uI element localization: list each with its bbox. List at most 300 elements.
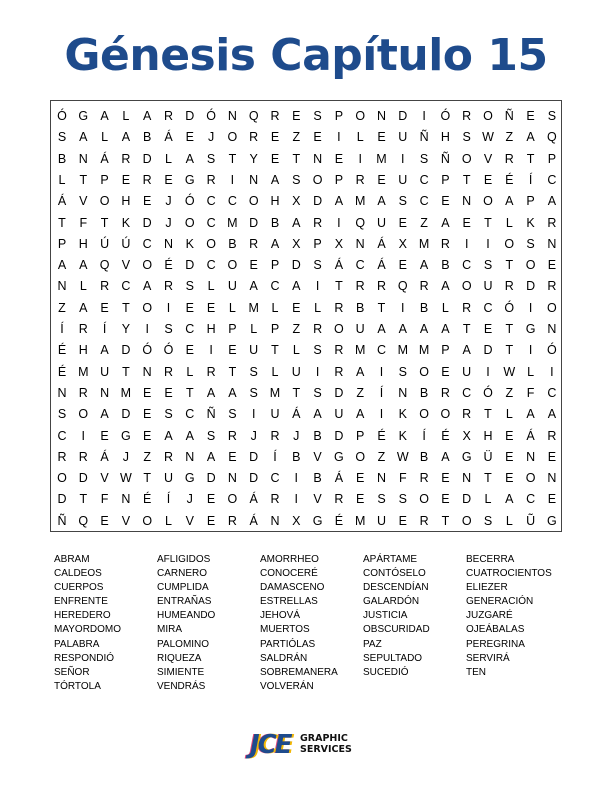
word-item: CONTÓSELO	[363, 568, 426, 580]
word-item: SERVIRÁ	[466, 652, 510, 664]
grid-cell: C	[206, 215, 216, 230]
grid-cell: E	[100, 300, 109, 315]
grid-cell: E	[526, 109, 535, 123]
grid-cell: E	[228, 449, 237, 464]
grid-cell: O	[461, 279, 472, 294]
grid-cell: Á	[377, 236, 386, 251]
grid-cell: L	[271, 364, 279, 379]
word-item: PAZ	[363, 638, 382, 650]
grid-row	[51, 254, 563, 276]
grid-cell: A	[441, 279, 450, 294]
grid-cell: E	[292, 109, 301, 123]
grid-cell: U	[249, 343, 259, 358]
grid-cell: S	[483, 258, 493, 273]
grid-cell: M	[376, 151, 387, 166]
grid-cell: S	[462, 130, 471, 145]
grid-cell: X	[462, 428, 471, 443]
grid-cell: É	[57, 343, 67, 358]
grid-cell: E	[100, 428, 109, 443]
grid-cell: V	[79, 194, 88, 209]
grid-cell: I	[81, 428, 86, 443]
grid-cell: E	[206, 492, 216, 507]
grid-cell: Á	[526, 428, 535, 443]
grid-cell: D	[526, 279, 536, 294]
grid-cell: E	[356, 471, 365, 486]
grid-cell: E	[334, 151, 344, 166]
grid-cell: Í	[528, 172, 533, 187]
grid-cell: N	[100, 385, 110, 400]
grid-cell: T	[484, 407, 492, 422]
grid-cell: O	[419, 364, 429, 379]
grid-cell: B	[419, 300, 429, 315]
grid-cell: Á	[100, 151, 109, 166]
grid-cell: R	[206, 172, 216, 187]
grid-cell: E	[143, 385, 152, 400]
grid-cell: M	[269, 385, 281, 400]
grid-cell: Z	[505, 385, 514, 400]
grid-cell: T	[505, 258, 514, 273]
grid-cell: G	[121, 428, 131, 443]
grid-cell: A	[441, 215, 450, 230]
grid-cell: W	[482, 130, 494, 145]
grid-cell: O	[57, 471, 67, 486]
word-item: HEREDERO	[54, 610, 111, 622]
grid-cell: C	[547, 172, 557, 187]
grid-cell: Z	[356, 385, 364, 400]
grid-cell: V	[483, 151, 493, 166]
word-item: CONOCERÉ	[260, 568, 318, 580]
word-item: JUSTICIA	[363, 610, 408, 622]
grid-cell: D	[334, 385, 344, 400]
grid-cell: F	[398, 471, 407, 486]
grid-cell: S	[164, 322, 173, 336]
word-item: SIMIENTE	[157, 666, 205, 678]
grid-cell: A	[228, 385, 237, 400]
grid-cell: Ó	[57, 109, 67, 123]
grid-cell: B	[228, 236, 237, 251]
grid-cell: B	[441, 258, 450, 273]
grid-cell: N	[142, 364, 152, 379]
grid-cell: A	[377, 322, 386, 336]
grid-cell: O	[419, 407, 429, 422]
grid-cell: E	[462, 215, 471, 230]
grid-cell: R	[313, 215, 323, 230]
grid-cell: E	[483, 172, 493, 187]
grid-cell: R	[419, 279, 429, 294]
grid-cell: D	[57, 492, 67, 507]
grid-cell: I	[422, 109, 426, 123]
grid-cell: E	[292, 300, 301, 315]
grid-cell: Ó	[142, 343, 153, 358]
grid-cell: R	[376, 279, 387, 294]
grid-cell: D	[206, 471, 216, 486]
grid-cell: A	[100, 343, 109, 358]
grid-cell: I	[464, 236, 469, 251]
grid-cell: A	[121, 130, 131, 145]
word-item: JEHOVÁ	[260, 610, 301, 622]
grid-cell: C	[462, 385, 472, 400]
grid-cell: É	[143, 492, 152, 507]
word-item: DAMASCENO	[260, 582, 325, 594]
grid-cell: Ñ	[419, 130, 429, 145]
grid-cell: S	[398, 194, 407, 209]
grid-cell: O	[78, 407, 89, 422]
grid-cell: F	[100, 492, 109, 507]
grid-row	[51, 403, 563, 425]
grid-cell: A	[100, 407, 109, 422]
word-item: DESCENDÍAN	[363, 582, 429, 594]
company-logo	[250, 730, 362, 760]
grid-cell: E	[143, 194, 152, 209]
grid-cell: M	[354, 194, 366, 209]
grid-cell: N	[376, 109, 387, 123]
grid-cell: Á	[249, 513, 258, 528]
grid-cell: A	[206, 449, 216, 464]
grid-cell: H	[483, 428, 493, 443]
grid-cell: I	[294, 492, 299, 507]
grid-cell: R	[78, 449, 88, 464]
grid-cell: H	[440, 130, 450, 145]
grid-cell: Ó	[483, 385, 493, 400]
grid-cell: G	[547, 513, 557, 528]
word-item: SEÑOR	[54, 666, 90, 678]
grid-cell: S	[313, 343, 322, 358]
grid-cell: É	[441, 428, 450, 443]
grid-cell: L	[441, 300, 449, 315]
grid-cell: G	[312, 513, 323, 528]
word-item: VOLVERÁN	[260, 680, 314, 692]
grid-cell: Í	[60, 322, 64, 336]
grid-cell: R	[163, 449, 174, 464]
grid-cell: T	[143, 471, 151, 486]
grid-cell: R	[440, 236, 450, 251]
grid-cell: T	[122, 300, 130, 315]
grid-cell: C	[121, 279, 131, 294]
grid-cell: E	[206, 300, 216, 315]
grid-cell: O	[504, 236, 515, 251]
grid-cell: A	[249, 279, 258, 294]
grid-cell: I	[315, 279, 320, 294]
grid-cell: N	[526, 449, 536, 464]
grid-cell: A	[526, 130, 535, 145]
grid-cell: O	[547, 300, 557, 315]
grid-cell: A	[505, 492, 514, 507]
grid-cell: Í	[102, 322, 107, 336]
grid-row	[51, 297, 563, 319]
grid-cell: P	[313, 236, 322, 251]
grid-cell: R	[355, 172, 365, 187]
grid-cell: P	[228, 322, 237, 336]
grid-cell: E	[441, 471, 450, 486]
word-item: TEN	[466, 666, 486, 678]
word-item: JUZGARÉ	[466, 610, 513, 622]
grid-cell: N	[462, 471, 472, 486]
grid-cell: U	[291, 364, 301, 379]
grid-cell: I	[379, 364, 384, 379]
grid-cell: Y	[249, 151, 258, 166]
grid-cell: R	[227, 428, 237, 443]
grid-cell: E	[398, 215, 407, 230]
grid-cell: N	[355, 236, 365, 251]
grid-cell: R	[57, 449, 67, 464]
grid-cell: I	[358, 151, 362, 166]
grid-cell: A	[79, 130, 88, 145]
grid-cell: R	[504, 279, 514, 294]
grid-cell: A	[57, 258, 67, 273]
grid-cell: B	[313, 428, 322, 443]
grid-cell: U	[398, 130, 408, 145]
grid-cell: T	[228, 364, 237, 379]
grid-cell: Z	[292, 322, 301, 336]
grid-cell: E	[505, 449, 514, 464]
grid-cell: T	[271, 343, 279, 358]
grid-cell: V	[100, 471, 109, 486]
grid-cell: R	[270, 109, 280, 123]
grid-cell: A	[143, 279, 152, 294]
grid-cell: Ñ	[440, 151, 450, 166]
grid-cell: T	[335, 279, 343, 294]
grid-cell: S	[57, 407, 67, 422]
grid-cell: F	[526, 385, 535, 400]
grid-cell: N	[376, 471, 387, 486]
grid-cell: A	[526, 407, 535, 422]
grid-cell: R	[334, 492, 344, 507]
grid-cell: R	[334, 343, 344, 358]
word-item: CARNERO	[157, 568, 208, 580]
grid-cell: A	[547, 194, 557, 209]
grid-cell: R	[142, 172, 152, 187]
grid-cell: Ñ	[504, 109, 514, 123]
grid-cell: S	[228, 407, 237, 422]
grid-cell: S	[377, 492, 386, 507]
grid-cell: G	[184, 471, 195, 486]
grid-row	[51, 212, 563, 234]
grid-cell: J	[165, 194, 172, 209]
word-item: CALDEOS	[54, 568, 102, 580]
grid-cell: T	[377, 300, 386, 315]
grid-cell: U	[100, 364, 110, 379]
grid-cell: E	[377, 130, 386, 145]
grid-cell: A	[377, 194, 386, 209]
grid-cell: C	[355, 258, 365, 273]
grid-cell: T	[292, 151, 301, 166]
grid-row	[51, 510, 563, 532]
word-item: BECERRA	[466, 554, 515, 565]
grid-cell: S	[206, 151, 216, 166]
grid-cell: V	[121, 258, 131, 273]
grid-cell: L	[505, 215, 513, 230]
grid-cell: N	[163, 236, 174, 251]
grid-cell: T	[100, 215, 109, 230]
grid-cell: P	[441, 343, 450, 358]
grid-cell: Ó	[184, 194, 195, 209]
grid-cell: L	[79, 279, 87, 294]
grid-cell: S	[313, 109, 322, 123]
grid-cell: S	[292, 172, 301, 187]
grid-cell: Í	[379, 385, 384, 400]
grid-cell: V	[313, 449, 322, 464]
word-column	[363, 553, 467, 680]
grid-cell: E	[483, 322, 493, 336]
grid-cell: Z	[292, 130, 301, 145]
grid-cell: L	[505, 407, 513, 422]
grid-cell: C	[526, 492, 536, 507]
grid-cell: P	[57, 236, 67, 251]
grid-cell: R	[462, 300, 472, 315]
grid-cell: I	[379, 407, 384, 422]
grid-cell: P	[334, 109, 344, 123]
grid-cell: C	[419, 194, 429, 209]
grid-cell: C	[462, 258, 472, 273]
grid-cell: L	[58, 172, 66, 187]
grid-cell: L	[101, 130, 109, 145]
grid-cell: R	[334, 364, 344, 379]
word-column	[466, 553, 570, 680]
grid-cell: Ó	[163, 343, 174, 358]
grid-cell: O	[142, 513, 153, 528]
grid-cell: U	[376, 513, 387, 528]
grid-cell: J	[186, 492, 193, 507]
grid-cell: T	[292, 385, 301, 400]
grid-cell: R	[547, 428, 557, 443]
grid-row	[51, 382, 563, 404]
grid-cell: I	[337, 130, 341, 145]
grid-cell: M	[397, 343, 408, 358]
grid-cell: K	[121, 215, 131, 230]
grid-cell: R	[440, 385, 450, 400]
grid-cell: T	[58, 215, 66, 230]
grid-cell: R	[163, 364, 174, 379]
grid-cell: I	[166, 300, 171, 315]
grid-row	[51, 446, 563, 468]
grid-cell: E	[270, 130, 280, 145]
grid-cell: A	[441, 449, 450, 464]
grid-cell: A	[462, 343, 471, 358]
grid-cell: O	[206, 236, 216, 251]
grid-cell: X	[334, 236, 344, 251]
grid-cell: P	[441, 172, 450, 187]
grid-cell: O	[227, 492, 238, 507]
grid-cell: U	[227, 279, 237, 294]
grid-cell: P	[547, 151, 557, 166]
grid-cell: A	[547, 407, 557, 422]
grid-cell: T	[484, 471, 492, 486]
word-item: PALOMINO	[157, 638, 210, 650]
grid-cell: J	[165, 215, 172, 230]
grid-cell: N	[313, 151, 323, 166]
grid-cell: Á	[249, 492, 258, 507]
grid-cell: E	[377, 172, 386, 187]
word-item: ENTRAÑAS	[157, 596, 212, 608]
grid-cell: A	[185, 151, 194, 166]
grid-cell: L	[228, 300, 236, 315]
grid-cell: E	[143, 407, 152, 422]
grid-cell: E	[441, 364, 450, 379]
grid-cell: N	[185, 449, 195, 464]
word-item: ELIEZER	[466, 582, 508, 594]
word-item: SALDRÁN	[260, 652, 308, 664]
grid-cell: V	[185, 513, 194, 528]
grid-cell: I	[401, 300, 405, 315]
grid-cell: C	[547, 385, 557, 400]
grid-cell: M	[418, 343, 430, 358]
word-item: APÁRTAME	[363, 554, 418, 565]
logo-line-1: GRAPHIC	[300, 733, 348, 744]
grid-cell: M	[354, 513, 366, 528]
grid-cell: T	[462, 322, 471, 336]
grid-cell: L	[356, 130, 364, 145]
grid-cell: Ó	[206, 109, 216, 123]
grid-cell: D	[483, 343, 493, 358]
grid-cell: N	[547, 471, 557, 486]
grid-cell: P	[270, 258, 280, 273]
grid-cell: T	[185, 385, 194, 400]
grid-cell: E	[398, 513, 407, 528]
grid-cell: I	[230, 172, 235, 187]
grid-cell: M	[120, 385, 132, 400]
grid-cell: Q	[78, 513, 89, 528]
grid-cell: L	[292, 343, 300, 358]
grid-cell: E	[313, 130, 322, 145]
grid-cell: Ũ	[526, 513, 536, 528]
grid-cell: O	[355, 449, 366, 464]
grid-cell: S	[57, 130, 67, 145]
grid-cell: D	[334, 428, 344, 443]
grid-cell: E	[206, 513, 216, 528]
grid-cell: S	[164, 407, 173, 422]
grid-cell: A	[206, 385, 216, 400]
grid-cell: T	[526, 151, 535, 166]
grid-cell: E	[100, 513, 109, 528]
grid-cell: D	[185, 109, 195, 123]
grid-cell: N	[547, 322, 557, 336]
word-column	[260, 553, 364, 694]
grid-cell: E	[143, 428, 152, 443]
grid-cell: R	[270, 428, 280, 443]
grid-cell: A	[79, 300, 88, 315]
word-item: GALARDÓN	[363, 596, 420, 608]
grid-cell: T	[122, 364, 130, 379]
grid-cell: E	[441, 492, 450, 507]
page-title: Génesis Capítulo 15	[64, 30, 548, 81]
grid-row	[51, 488, 563, 510]
grid-cell: Q	[547, 130, 557, 145]
grid-cell: A	[398, 322, 407, 336]
grid-cell: C	[142, 236, 152, 251]
grid-cell: U	[163, 471, 174, 486]
word-item: CUATROCIENTOS	[466, 568, 552, 580]
grid-cell: C	[419, 172, 429, 187]
grid-cell: N	[547, 236, 557, 251]
grid-cell: A	[164, 428, 173, 443]
grid-cell: Í	[422, 428, 426, 443]
grid-cell: U	[398, 172, 408, 187]
grid-cell: G	[334, 449, 344, 464]
grid-cell: X	[398, 236, 407, 251]
grid-cell: K	[526, 215, 535, 230]
grid-cell: L	[165, 513, 172, 528]
word-item: GENERACIÓN	[466, 596, 534, 608]
grid-cell: E	[270, 151, 280, 166]
grid-cell: W	[503, 364, 516, 379]
grid-cell: G	[461, 449, 472, 464]
word-item: CUERPOS	[54, 582, 104, 594]
grid-cell: E	[441, 194, 450, 209]
grid-cell: D	[249, 215, 259, 230]
word-item: MIRA	[157, 624, 182, 636]
grid-cell: R	[206, 364, 216, 379]
grid-cell: G	[184, 172, 195, 187]
